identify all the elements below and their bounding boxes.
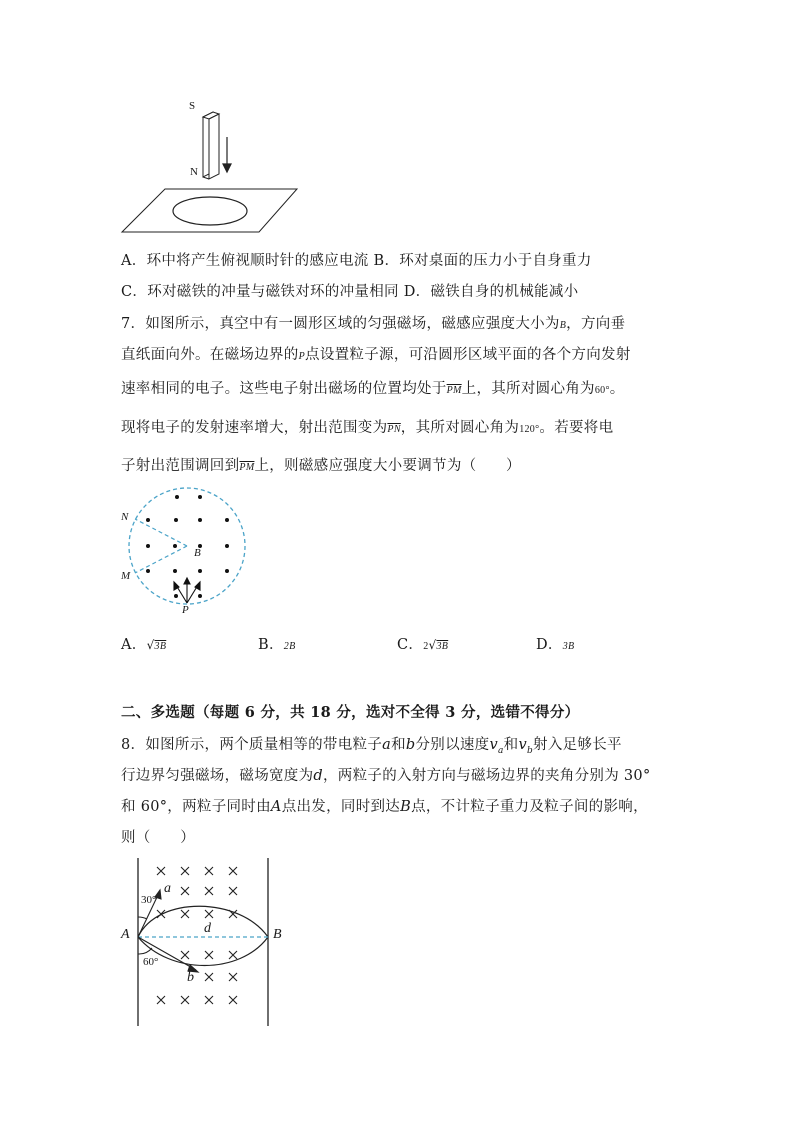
- q7-text: 直纸面向外。在磁场边界的: [121, 347, 299, 363]
- fig7-label-n: N: [121, 511, 129, 523]
- q7-text: 上，则磁感应强度大小要调节为（ ）: [254, 458, 521, 474]
- q8-line-4: 则（ ）: [121, 830, 195, 846]
- q8-text: 和: [391, 737, 406, 753]
- fig8-label-A: A: [121, 927, 130, 942]
- fig8-label-B: B: [273, 927, 282, 942]
- fig8-label-d: d: [204, 921, 211, 936]
- option-letter: B．: [258, 637, 284, 653]
- fig8-angle-30: 30°: [141, 894, 157, 906]
- q8-var-a: a: [382, 737, 392, 753]
- q7-arc-pm: $\overline{PM}$: [446, 385, 462, 396]
- q7-option-c: C．2√3B: [397, 637, 449, 653]
- q8-text: 点出发，同时到达: [281, 799, 401, 815]
- fig8-label-b: b: [187, 970, 194, 985]
- q8-text: 点，不计粒子重力及粒子间的影响，: [411, 799, 648, 815]
- q7-text: 7．如图所示，真空中有一圆形区域的匀强磁场，磁感应强度大小为: [121, 316, 560, 332]
- q7-text: 。: [609, 381, 625, 397]
- fig7-label-p: P: [182, 604, 189, 616]
- q7-arc-pn: $\overline{PN}$: [387, 424, 401, 435]
- q7-var-b: B: [559, 320, 567, 331]
- magnet-s-label: S: [189, 100, 196, 112]
- fig7-label-b: B: [194, 547, 201, 559]
- q8-text: 射入足够长平: [533, 737, 622, 753]
- q7-text: 点设置粒子源，可沿圆形区域平面的各个方向发射: [305, 347, 631, 363]
- option-b-value: 2B: [283, 641, 296, 652]
- q7-text: 速率相同的电子。这些电子射出磁场的位置均处于: [121, 381, 447, 397]
- q8-var-vb: v: [518, 737, 527, 753]
- q7-angle-120: 120°: [519, 424, 540, 435]
- q6-option-b: B．环对桌面的压力小于自身重力: [373, 253, 592, 269]
- option-letter: A．: [121, 637, 147, 653]
- q8-var-d: d: [313, 768, 323, 784]
- fig8-label-a: a: [164, 881, 171, 896]
- q8-var-va-sub: a: [497, 745, 504, 756]
- q7-text: 现将电子的发射速率增大，射出范围变为: [121, 420, 388, 436]
- q8-var-A: A: [270, 799, 282, 815]
- q7-text: 子射出范围调回到: [121, 458, 240, 474]
- angle-arc-30: [138, 917, 147, 919]
- q7-text: ，其所对圆心角为: [400, 420, 520, 436]
- q8-var-vb-sub: b: [526, 745, 534, 756]
- q8-var-b: b: [405, 737, 416, 753]
- fig8-angle-60: 60°: [143, 956, 159, 968]
- q6-option-a: A．环中将产生俯视顺时针的感应电流: [121, 253, 369, 269]
- q8-text: 分别以速度: [415, 737, 490, 753]
- option-c-value: 3B: [436, 641, 449, 652]
- q6-option-d: D．磁铁自身的机械能减小: [403, 284, 579, 300]
- q8-text: 行边界匀强磁场，磁场宽度为: [121, 768, 314, 784]
- option-d-value: 3B: [562, 641, 575, 652]
- q8-var-va: v: [489, 737, 498, 753]
- q7-text: ，方向垂: [566, 316, 626, 332]
- q8-var-B: B: [400, 799, 412, 815]
- q7-var-p: P: [298, 351, 306, 362]
- q7-angle-60: 60°: [594, 385, 610, 396]
- q7-arc-pm: $\overline{PM}$: [239, 462, 255, 473]
- option-letter: C．: [397, 637, 424, 653]
- fig7-label-m: M: [121, 570, 131, 582]
- q8-text: 和: [503, 737, 519, 753]
- option-c-prefix: 2: [423, 641, 429, 652]
- q8-text: ，两粒子的入射方向与磁场边界的夹角分别为 30°: [323, 768, 651, 784]
- magnet-n-label: N: [190, 166, 198, 178]
- field-boundaries: [138, 858, 268, 1026]
- q8-text: 8．如图所示，两个质量相等的带电粒子: [121, 737, 383, 753]
- section-2-heading: 二、多选题（每题 6 分，共 18 分，选对不全得 3 分，选错不得分）: [121, 704, 580, 721]
- option-a-value: 3B: [154, 641, 167, 652]
- q7-text: 。若要将电: [539, 420, 614, 436]
- q6-option-c: C．环对磁铁的冲量与磁铁对环的冲量相同: [121, 284, 399, 300]
- q7-option-a: A．√3B: [121, 637, 167, 653]
- q7-text: 上，其所对圆心角为: [461, 381, 595, 397]
- q8-text: 和 60°，两粒子同时由: [121, 799, 271, 815]
- option-letter: D．: [536, 637, 563, 653]
